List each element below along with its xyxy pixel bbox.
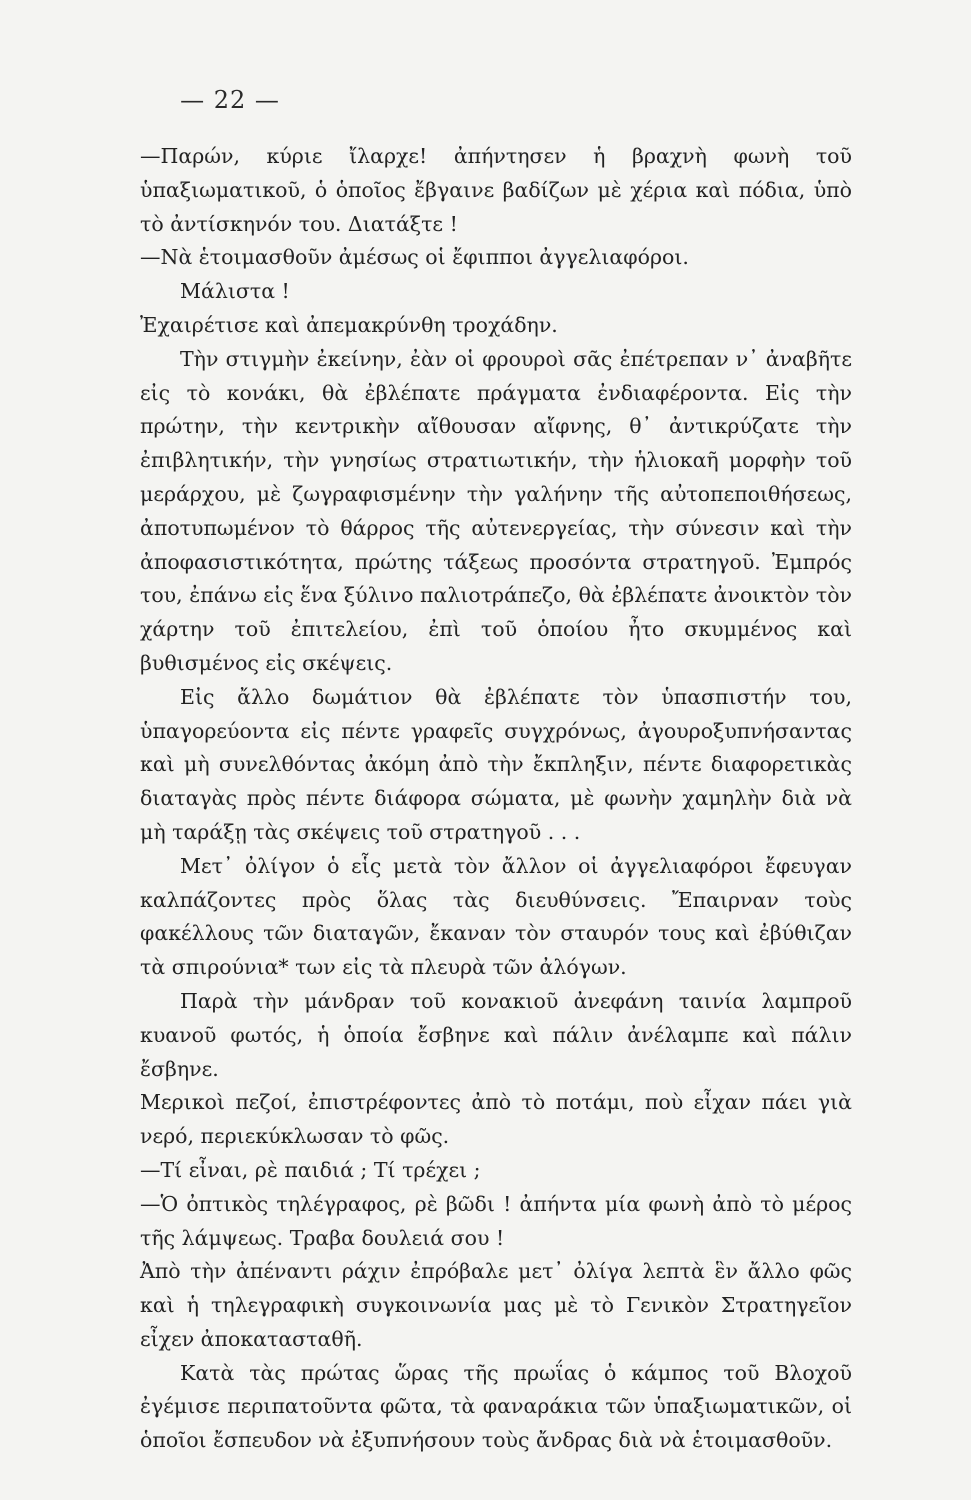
- paragraph-8: Παρὰ τὴν μάνδραν τοῦ κονακιοῦ ἀνεφάνη ταινία λαμπροῦ κυανοῦ φωτός, ἡ ὁποία ἔσβηνε καὶ πάλιν ἀνέλαμπε καὶ πάλιν ἔσβηνε.: [140, 988, 852, 1081]
- paragraph-5: Τὴν στιγμὴν ἐκείνην, ἐὰν οἱ φρουροὶ σᾶς ἐπέτρεπαν ν᾽ ἀναβῆτε εἰς τὸ κονάκι, θὰ ἐβλέπατε πράγματα ἐνδιαφέροντα. Εἰς τὴν πρώτην, τὴν κεντρικὴν αἴθουσαν αἴφνης, θ᾽ ἀντικρύζατε τὴν ἐπιβλητικήν, τὴν γνησίως στρατιωτικήν, τὴν ἡλιοκαῆ μορφὴν τοῦ μεράρχου, μὲ ζωγραφισμένην τὴν γαλήνην τῆς αὐτοπεποιθήσεως, ἀποτυπωμένον τὸ θάρρος τῆς αὐτενεργείας, τὴν σύνεσιν καὶ τὴν ἀποφασιστικότητα, πρώτης τάξεως προσόντα στρατηγοῦ. Ἐμπρός του, ἐπάνω εἰς ἕνα ξύλινο παλιοτράπεζο, θὰ ἐβλέπατε ἀνοικτὸν τὸν χάρτην τοῦ ἐπιτελείου, ἐπὶ τοῦ ὁποίου ἦτο σκυμμένος καὶ βυθισμένος εἰς σκέψεις.: [140, 346, 852, 675]
- paragraph-4: Ἐχαιρέτισε καὶ ἀπεμακρύνθη τροχάδην.: [140, 312, 558, 337]
- paragraph-9: Μερικοὶ πεζοί, ἐπιστρέφοντες ἀπὸ τὸ ποτάμι, ποὺ εἶχαν πάει γιὰ νερό, περιεκύκλωσαν τὸ φῶς.: [140, 1090, 852, 1149]
- paragraph-10: —Τί εἶναι, ρὲ παιδιά ; Τί τρέχει ;: [140, 1157, 481, 1182]
- paragraph-7: Μετ᾽ ὀλίγον ὁ εἷς μετὰ τὸν ἄλλον οἱ ἀγγελιαφόροι ἔφευγαν καλπάζοντες πρὸς ὅλας τὰς διευθύνσεις. Ἔπαιρναν τοὺς φακέλλους τῶν διαταγῶν, ἔκαναν τὸν σταυρόν τους καὶ ἐβύθιζαν τὰ σπιρούνια* των εἰς τὰ πλευρὰ τῶν ἀλόγων.: [140, 853, 852, 980]
- paragraph-1: —Παρών, κύριε ἴλαρχε! ἀπήντησεν ἡ βραχνὴ φωνὴ τοῦ ὑπαξιωματικοῦ, ὁ ὁποῖος ἔβγαινε βαδίζων μὲ χέρια καὶ πόδια, ὑπὸ τὸ ἀντίσκηνόν του. Διατάξτε !: [140, 144, 852, 236]
- paragraph-12: Ἀπὸ τὴν ἀπέναντι ράχιν ἐπρόβαλε μετ᾽ ὀλίγα λεπτὰ ἓν ἄλλο φῶς καὶ ἡ τηλεγραφικὴ συγκοινωνία μας μὲ τὸ Γενικὸν Στρατηγεῖον εἶχεν ἀποκατασταθῆ.: [140, 1259, 852, 1351]
- paragraph-11: —Ὁ ὀπτικὸς τηλέγραφος, ρὲ βῶδι ! ἀπήντα μία φωνὴ ἀπὸ τὸ μέρος τῆς λάμψεως. Τραβα δουλειά σου !: [140, 1191, 852, 1250]
- paragraph-13: Κατὰ τὰς πρώτας ὥρας τῆς πρωΐας ὁ κάμπος τοῦ Βλοχοῦ ἐγέμισε περιπατοῦντα φῶτα, τὰ φαναράκια τῶν ὑπαξιωματικῶν, οἱ ὁποῖοι ἔσπευδον νὰ ἐξυπνήσουν τοὺς ἄνδρας διὰ νὰ ἑτοιμασθοῦν.: [140, 1360, 852, 1453]
- page-number: — 22 —: [180, 86, 280, 114]
- body-text: [140, 140, 852, 1458]
- paragraph-3: Μάλιστα !: [180, 279, 290, 304]
- paragraph-2: —Νὰ ἑτοιμασθοῦν ἀμέσως οἱ ἔφιπποι ἀγγελιαφόροι.: [140, 245, 689, 270]
- paragraph-6: Εἰς ἄλλο δωμάτιον θὰ ἐβλέπατε τὸν ὑπασπιστήν του, ὑπαγορεύοντα εἰς πέντε γραφεῖς συγχρόνως, ἀγουροξυπνήσαντας καὶ μὴ συνελθόντας ἀκόμη ἀπὸ τὴν ἔκπληξιν, πέντε διαφορετικὰς διαταγὰς πρὸς πέντε διάφορα σώματα, μὲ φωνὴν χαμηλὴν διὰ νὰ μὴ ταράξῃ τὰς σκέψεις τοῦ στρατηγοῦ . . .: [140, 684, 852, 844]
